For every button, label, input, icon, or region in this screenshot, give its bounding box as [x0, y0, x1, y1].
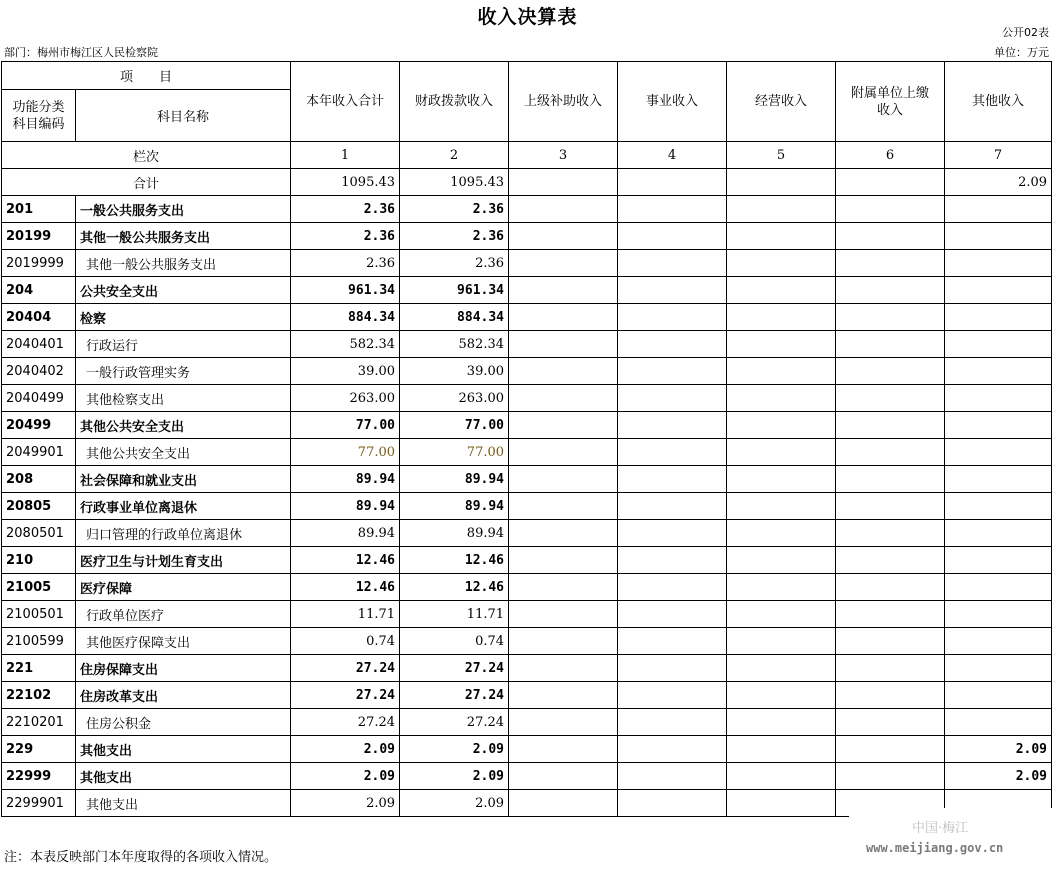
total-cell [836, 169, 945, 196]
row-value-total: 89.94 [291, 520, 400, 547]
row-name: 一般公共服务支出 [76, 196, 291, 223]
row-value-total: 27.24 [291, 709, 400, 736]
row-name: 其他支出 [76, 790, 291, 817]
row-value-empty [618, 736, 727, 763]
seq-cell: 1 [291, 142, 400, 169]
row-code: 221 [2, 655, 76, 682]
row-value-empty [727, 682, 836, 709]
row-code: 20404 [2, 304, 76, 331]
form-number: 公开02表 [1002, 26, 1049, 39]
row-value-other [945, 682, 1052, 709]
unit-label: 单位：万元 [994, 46, 1049, 59]
row-name: 其他一般公共服务支出 [76, 250, 291, 277]
row-value-total: 27.24 [291, 682, 400, 709]
row-value-empty [509, 223, 618, 250]
row-value-empty [836, 412, 945, 439]
row-value-empty [836, 709, 945, 736]
row-value-other [945, 439, 1052, 466]
row-value-total: 961.34 [291, 277, 400, 304]
table-row [2, 385, 1052, 412]
row-value-fiscal: 27.24 [400, 709, 509, 736]
row-value-empty [618, 601, 727, 628]
row-value-other [945, 520, 1052, 547]
row-value-empty [836, 493, 945, 520]
row-value-empty [618, 304, 727, 331]
row-value-empty [618, 196, 727, 223]
row-value-other [945, 250, 1052, 277]
seq-cell: 2 [400, 142, 509, 169]
row-code: 204 [2, 277, 76, 304]
row-name: 其他检察支出 [76, 385, 291, 412]
row-code: 2100599 [2, 628, 76, 655]
row-code: 22999 [2, 763, 76, 790]
table-row [2, 493, 1052, 520]
row-value-other [945, 277, 1052, 304]
seq-cell: 7 [945, 142, 1052, 169]
row-value-total: 12.46 [291, 574, 400, 601]
table-row [2, 520, 1052, 547]
row-value-empty [727, 574, 836, 601]
row-name: 医疗卫生与计划生育支出 [76, 547, 291, 574]
row-name: 医疗保障 [76, 574, 291, 601]
row-value-fiscal: 582.34 [400, 331, 509, 358]
header-col-2: 财政拨款收入 [400, 62, 509, 142]
row-value-empty [727, 763, 836, 790]
row-code: 21005 [2, 574, 76, 601]
row-value-total: 11.71 [291, 601, 400, 628]
table-row [2, 547, 1052, 574]
row-value-total: 884.34 [291, 304, 400, 331]
row-code: 20805 [2, 493, 76, 520]
row-code: 2080501 [2, 520, 76, 547]
table-row [2, 466, 1052, 493]
row-name: 其他公共安全支出 [76, 412, 291, 439]
row-value-empty [836, 250, 945, 277]
row-code: 2040499 [2, 385, 76, 412]
row-value-fiscal: 2.36 [400, 223, 509, 250]
total-cell [509, 169, 618, 196]
row-value-empty [727, 493, 836, 520]
row-code: 2049901 [2, 439, 76, 466]
row-value-total: 0.74 [291, 628, 400, 655]
row-value-other: 2.09 [945, 736, 1052, 763]
row-value-empty [509, 385, 618, 412]
row-value-empty [509, 412, 618, 439]
row-value-empty [618, 331, 727, 358]
row-value-empty [618, 385, 727, 412]
row-value-total: 89.94 [291, 466, 400, 493]
row-value-other [945, 358, 1052, 385]
department-label: 部门：梅州市梅江区人民检察院 [4, 46, 158, 59]
row-value-fiscal: 2.09 [400, 790, 509, 817]
row-value-total: 77.00 [291, 412, 400, 439]
row-value-other [945, 196, 1052, 223]
row-value-empty [836, 574, 945, 601]
row-value-empty [727, 520, 836, 547]
total-label: 合计 [2, 169, 291, 196]
row-value-other [945, 412, 1052, 439]
total-cell: 1095.43 [400, 169, 509, 196]
row-value-empty [836, 304, 945, 331]
row-value-empty [509, 493, 618, 520]
row-value-empty [509, 763, 618, 790]
row-value-empty [727, 196, 836, 223]
table-row [2, 709, 1052, 736]
row-value-empty [509, 520, 618, 547]
row-value-empty [727, 655, 836, 682]
total-cell [727, 169, 836, 196]
row-value-empty [509, 358, 618, 385]
header-col-3: 上级补助收入 [509, 62, 618, 142]
row-value-empty [618, 547, 727, 574]
row-name: 行政运行 [76, 331, 291, 358]
row-value-total: 2.36 [291, 196, 400, 223]
table-row [2, 250, 1052, 277]
row-value-empty [836, 277, 945, 304]
row-value-empty [836, 520, 945, 547]
row-value-other [945, 385, 1052, 412]
row-value-empty [727, 439, 836, 466]
table-row [2, 277, 1052, 304]
row-value-empty [509, 277, 618, 304]
row-name: 公共安全支出 [76, 277, 291, 304]
table-row [2, 736, 1052, 763]
row-value-empty [836, 331, 945, 358]
row-value-fiscal: 0.74 [400, 628, 509, 655]
row-value-total: 2.36 [291, 223, 400, 250]
row-value-empty [727, 628, 836, 655]
row-value-fiscal: 263.00 [400, 385, 509, 412]
row-value-fiscal: 2.09 [400, 763, 509, 790]
row-value-empty [618, 223, 727, 250]
row-name: 其他公共安全支出 [76, 439, 291, 466]
row-value-empty [618, 520, 727, 547]
table-row [2, 763, 1052, 790]
row-name: 归口管理的行政单位离退休 [76, 520, 291, 547]
row-value-empty [727, 601, 836, 628]
row-value-empty [509, 709, 618, 736]
row-code: 208 [2, 466, 76, 493]
row-value-empty [509, 601, 618, 628]
header-col-1: 本年收入合计 [291, 62, 400, 142]
total-cell: 1095.43 [291, 169, 400, 196]
row-value-empty [727, 250, 836, 277]
row-value-empty [618, 682, 727, 709]
header-code: 功能分类科目编码 [2, 90, 76, 142]
header-col-7: 其他收入 [945, 62, 1052, 142]
row-value-empty [836, 736, 945, 763]
row-value-other [945, 628, 1052, 655]
row-value-total: 2.36 [291, 250, 400, 277]
row-value-empty [509, 736, 618, 763]
row-value-fiscal: 11.71 [400, 601, 509, 628]
table-row [2, 574, 1052, 601]
row-value-empty [836, 466, 945, 493]
row-value-total: 89.94 [291, 493, 400, 520]
row-value-empty [836, 439, 945, 466]
row-value-empty [618, 763, 727, 790]
table-row [2, 439, 1052, 466]
row-value-other [945, 223, 1052, 250]
row-value-empty [618, 358, 727, 385]
row-value-empty [727, 547, 836, 574]
row-value-empty [618, 277, 727, 304]
row-value-other [945, 304, 1052, 331]
row-value-empty [618, 790, 727, 817]
row-value-empty [618, 628, 727, 655]
row-value-empty [836, 763, 945, 790]
row-value-total: 2.09 [291, 763, 400, 790]
table-row [2, 682, 1052, 709]
row-value-empty [509, 655, 618, 682]
row-name: 其他医疗保障支出 [76, 628, 291, 655]
row-value-empty [618, 466, 727, 493]
row-value-total: 2.09 [291, 790, 400, 817]
row-value-empty [727, 412, 836, 439]
seq-cell: 4 [618, 142, 727, 169]
row-value-other [945, 709, 1052, 736]
row-value-empty [618, 709, 727, 736]
row-value-empty [509, 196, 618, 223]
row-value-fiscal: 39.00 [400, 358, 509, 385]
row-value-fiscal: 12.46 [400, 547, 509, 574]
row-code: 2040401 [2, 331, 76, 358]
total-cell: 2.09 [945, 169, 1052, 196]
header-col-6: 附属单位上缴收入 [836, 62, 945, 142]
row-name: 行政事业单位离退休 [76, 493, 291, 520]
row-value-total: 39.00 [291, 358, 400, 385]
row-code: 20199 [2, 223, 76, 250]
row-value-empty [509, 790, 618, 817]
row-value-empty [836, 682, 945, 709]
row-value-total: 12.46 [291, 547, 400, 574]
row-value-other [945, 574, 1052, 601]
header-item: 项 目 [2, 62, 291, 90]
table-row [2, 412, 1052, 439]
row-value-empty [509, 331, 618, 358]
table-row [2, 601, 1052, 628]
row-value-empty [836, 547, 945, 574]
row-value-other [945, 601, 1052, 628]
row-code: 2040402 [2, 358, 76, 385]
row-name: 行政单位医疗 [76, 601, 291, 628]
row-value-empty [509, 439, 618, 466]
row-code: 201 [2, 196, 76, 223]
row-value-empty [727, 466, 836, 493]
row-value-other [945, 655, 1052, 682]
total-row [2, 169, 1052, 196]
table-row [2, 331, 1052, 358]
row-value-total: 27.24 [291, 655, 400, 682]
footnote: 注：本表反映部门本年度取得的各项收入情况。 [4, 850, 278, 865]
row-value-fiscal: 2.09 [400, 736, 509, 763]
seq-label: 栏次 [2, 142, 291, 169]
row-value-empty [727, 304, 836, 331]
row-name: 住房公积金 [76, 709, 291, 736]
row-value-empty [836, 385, 945, 412]
row-value-total: 77.00 [291, 439, 400, 466]
row-value-empty [836, 223, 945, 250]
row-value-empty [618, 493, 727, 520]
row-value-total: 263.00 [291, 385, 400, 412]
row-value-empty [618, 574, 727, 601]
row-value-other [945, 331, 1052, 358]
row-code: 20499 [2, 412, 76, 439]
row-value-empty [509, 304, 618, 331]
row-value-fiscal: 2.36 [400, 196, 509, 223]
row-code: 2100501 [2, 601, 76, 628]
row-value-empty [836, 628, 945, 655]
row-value-fiscal: 2.36 [400, 250, 509, 277]
row-code: 2299901 [2, 790, 76, 817]
row-value-other: 2.09 [945, 763, 1052, 790]
row-value-empty [509, 547, 618, 574]
row-code: 229 [2, 736, 76, 763]
row-value-empty [509, 250, 618, 277]
row-value-other [945, 493, 1052, 520]
row-value-empty [509, 682, 618, 709]
row-value-other [945, 466, 1052, 493]
row-value-empty [618, 655, 727, 682]
row-value-empty [727, 736, 836, 763]
row-value-empty [836, 655, 945, 682]
row-value-total: 2.09 [291, 736, 400, 763]
header-col-4: 事业收入 [618, 62, 727, 142]
row-value-empty [509, 466, 618, 493]
watermark-line2: www.meijiang.gov.cn [866, 841, 1004, 855]
seq-cell: 3 [509, 142, 618, 169]
page-title: 收入决算表 [477, 6, 578, 28]
table-row [2, 196, 1052, 223]
row-value-empty [836, 196, 945, 223]
watermark-line1: 中国·梅江 [912, 821, 969, 836]
row-value-total: 582.34 [291, 331, 400, 358]
table-row [2, 358, 1052, 385]
row-name: 其他支出 [76, 736, 291, 763]
row-value-fiscal: 12.46 [400, 574, 509, 601]
row-value-empty [727, 709, 836, 736]
row-value-fiscal: 77.00 [400, 439, 509, 466]
table-row [2, 655, 1052, 682]
table-row [2, 304, 1052, 331]
row-value-empty [836, 601, 945, 628]
row-code: 22102 [2, 682, 76, 709]
row-value-empty [727, 790, 836, 817]
row-name: 一般行政管理实务 [76, 358, 291, 385]
row-value-fiscal: 27.24 [400, 655, 509, 682]
row-value-fiscal: 89.94 [400, 493, 509, 520]
table-row [2, 223, 1052, 250]
row-value-empty [727, 277, 836, 304]
header-col-5: 经营收入 [727, 62, 836, 142]
row-value-empty [509, 574, 618, 601]
row-value-fiscal: 27.24 [400, 682, 509, 709]
header-name: 科目名称 [76, 90, 291, 142]
row-value-empty [618, 412, 727, 439]
row-value-empty [727, 358, 836, 385]
row-value-other [945, 547, 1052, 574]
row-name: 其他一般公共服务支出 [76, 223, 291, 250]
row-value-empty [618, 439, 727, 466]
row-value-fiscal: 884.34 [400, 304, 509, 331]
row-value-empty [727, 223, 836, 250]
row-name: 社会保障和就业支出 [76, 466, 291, 493]
row-value-empty [727, 331, 836, 358]
row-value-fiscal: 77.00 [400, 412, 509, 439]
row-code: 210 [2, 547, 76, 574]
row-value-empty [509, 628, 618, 655]
income-table [1, 61, 1052, 817]
total-cell [618, 169, 727, 196]
row-code: 2019999 [2, 250, 76, 277]
row-value-empty [618, 250, 727, 277]
row-name: 检察 [76, 304, 291, 331]
table-row [2, 628, 1052, 655]
row-value-empty [836, 358, 945, 385]
seq-cell: 6 [836, 142, 945, 169]
row-value-fiscal: 89.94 [400, 520, 509, 547]
seq-row [2, 142, 1052, 169]
row-name: 住房保障支出 [76, 655, 291, 682]
row-value-fiscal: 961.34 [400, 277, 509, 304]
seq-cell: 5 [727, 142, 836, 169]
row-value-fiscal: 89.94 [400, 466, 509, 493]
row-name: 住房改革支出 [76, 682, 291, 709]
row-code: 2210201 [2, 709, 76, 736]
row-value-empty [727, 385, 836, 412]
row-name: 其他支出 [76, 763, 291, 790]
